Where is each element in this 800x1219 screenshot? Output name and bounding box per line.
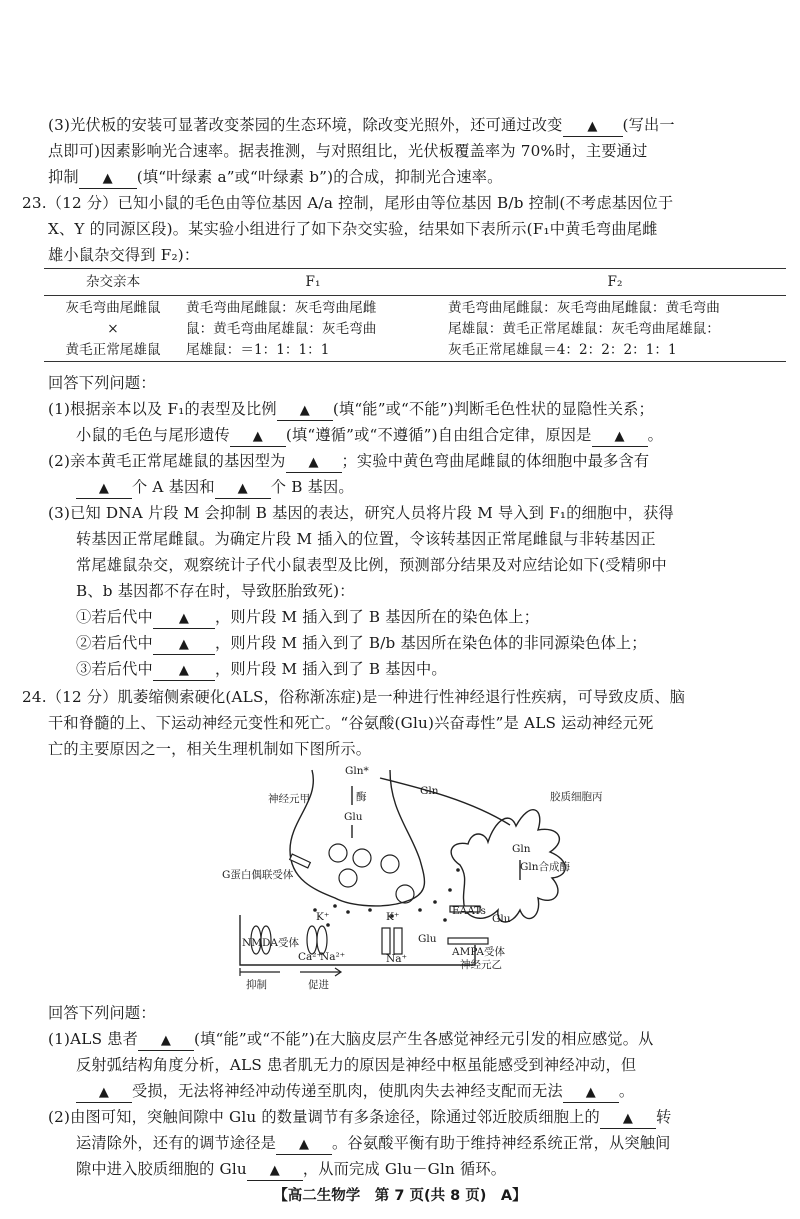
gln-synthase-label: Gln合成酶 xyxy=(520,861,571,873)
gln-label-2: Gln xyxy=(512,843,531,855)
q23-3-line3: 常尾雄鼠杂交，观察统计子代小鼠表型及比例，预测部分结果及对应结论如下(受精卵中 xyxy=(76,556,667,574)
vesicle xyxy=(381,855,399,873)
g-receptor-label: G蛋白偶联受体 xyxy=(222,869,294,881)
answer-blank[interactable]: ▲ xyxy=(153,634,215,655)
k-channel xyxy=(382,928,390,954)
q23-intro-line2: X、Y 的同源区段)。某实验小组进行了如下杂交实验，结果如下表所示(F₁中黄毛弯曲尾雌 xyxy=(48,220,658,238)
q23-2-line1: (2)亲本黄毛正常尾雄鼠的基因型为 ▲ ；实验中黄色弯曲尾雌鼠的体细胞中最多含有 xyxy=(48,448,649,474)
answer-blank[interactable]: ▲ xyxy=(286,452,342,473)
cell-parents: 灰毛弯曲尾雌鼠 × 黄毛正常尾雄鼠 xyxy=(44,296,182,362)
q23-3-line2: 转基因正常尾雌鼠。为确定片段 M 插入的位置，令该转基因正常尾雌鼠与非转基因正 xyxy=(76,530,656,548)
cross-table xyxy=(44,268,786,362)
answer-blank[interactable]: ▲ xyxy=(600,1108,656,1129)
neuron-a-label: 神经元甲 xyxy=(268,793,310,805)
q24-intro-line3: 亡的主要原因之一，相关生理机制如下图所示。 xyxy=(48,740,372,758)
gln-arrow xyxy=(380,778,510,825)
q22-3-line3: 抑制 ▲ (填“叶绿素 a”或“叶绿素 b”)的合成，抑制光合速率。 xyxy=(48,164,502,190)
table-row xyxy=(44,296,786,362)
q23-3-line1: (3)已知 DNA 片段 M 会抑制 B 基因的表达，研究人员将片段 M 导入到 F₁的细胞中，获得 xyxy=(48,504,674,522)
answer-blank[interactable]: ▲ xyxy=(563,116,623,137)
q23-3-line4: B、b 基因都不存在时，导致胚胎致死)： xyxy=(76,582,355,600)
synapse-diagram xyxy=(220,760,610,990)
enzyme-label: 酶 xyxy=(356,791,367,803)
answer-blank[interactable]: ▲ xyxy=(76,1082,132,1103)
ca-ion-label: Ca²⁺ xyxy=(298,951,323,963)
answer-heading-2: 回答下列问题： xyxy=(48,1004,156,1022)
header-f1: F₁ xyxy=(182,269,444,296)
glial-c-label: 胶质细胞丙 xyxy=(550,791,603,803)
glu-label-3: Glu xyxy=(418,933,437,945)
q22-3-line1: (3)光伏板的安装可显著改变茶园的生态环境，除改变光照外，还可通过改变 ▲ (写出一 xyxy=(48,112,675,138)
cell-f2: 黄毛弯曲尾雌鼠：灰毛弯曲尾雌鼠：黄毛弯曲 尾雄鼠：黄毛正常尾雄鼠：灰毛弯曲尾雄鼠： 灰毛正常尾雄鼠＝4：2：2：2：1：1 xyxy=(444,296,786,362)
answer-blank[interactable]: ▲ xyxy=(230,426,286,447)
q22-3-line2: 点即可)因素影响光合速率。据表推测，与对照组比，光伏板覆盖率为 70%时，主要通过 xyxy=(48,142,648,160)
q23-3-case2: ②若后代中 ▲ ，则片段 M 插入到了 B/b 基因所在染色体的非同源染色体上； xyxy=(76,630,647,656)
answer-blank[interactable]: ▲ xyxy=(79,168,137,189)
header-parents: 杂交亲本 xyxy=(44,269,182,296)
answer-blank[interactable]: ▲ xyxy=(215,478,271,499)
k-ion-label-2: K⁺ xyxy=(386,911,400,923)
glu-label-2: Glu xyxy=(492,913,511,925)
eaats-label: EAATs xyxy=(452,905,486,917)
table-header-row xyxy=(44,269,786,296)
q24-1-line2: 反射弧结构角度分析，ALS 患者肌无力的原因是神经中枢虽能感受到神经冲动，但 xyxy=(76,1056,637,1074)
answer-blank[interactable]: ▲ xyxy=(138,1030,194,1051)
q24-2-line2: 运清除外，还有的调节途径是 ▲ 。谷氨酸平衡有助于维持神经系统正常，从突触间 xyxy=(76,1130,671,1156)
vesicle xyxy=(329,844,347,862)
vesicle xyxy=(396,885,414,903)
page-footer: 【高二生物学 第 7 页(共 8 页) A】 xyxy=(273,1188,527,1204)
q23-intro-line3: 雄小鼠杂交得到 F₂)： xyxy=(48,246,200,264)
answer-blank[interactable]: ▲ xyxy=(153,660,215,681)
ion-channel xyxy=(307,926,317,954)
q23-3-case3: ③若后代中 ▲ ，则片段 M 插入到了 B 基因中。 xyxy=(76,656,447,682)
answer-blank[interactable]: ▲ xyxy=(76,478,132,499)
glu-label: Glu xyxy=(344,811,363,823)
q24-1-line1: (1)ALS 患者 ▲ (填“能”或“不能”)在大脑皮层产生各感觉神经元引发的相应感觉。从 xyxy=(48,1026,654,1052)
promote-label: 促进 xyxy=(308,979,329,990)
answer-blank[interactable]: ▲ xyxy=(276,1134,332,1155)
q23-3-case1: ①若后代中 ▲ ，则片段 M 插入到了 B 基因所在的染色体上； xyxy=(76,604,539,630)
answer-blank[interactable]: ▲ xyxy=(277,400,333,421)
answer-blank[interactable]: ▲ xyxy=(153,608,215,629)
q23-intro-line1: 23.（12 分）已知小鼠的毛色由等位基因 A/a 控制，尾形由等位基因 B/b 控制(不考虑基因位于 xyxy=(22,194,674,212)
q23-1-line1: (1)根据亲本以及 F₁的表型及比例 ▲ (填“能”或“不能”)判断毛色性状的显隐性关系； xyxy=(48,396,654,422)
answer-heading: 回答下列问题： xyxy=(48,374,156,392)
q24-2-line3: 隙中进入胶质细胞的 Glu ▲ ，从而完成 Glu－Gln 循环。 xyxy=(76,1156,506,1182)
q24-intro-line2: 干和脊髓的上、下运动神经元变性和死亡。“谷氨酸(Glu)兴奋毒性”是 ALS 运动神经元死 xyxy=(48,714,654,732)
q23-2-line2: ▲ 个 A 基因和 ▲ 个 B 基因。 xyxy=(76,474,354,500)
k-ion-label: K⁺ xyxy=(316,911,330,923)
vesicle xyxy=(353,849,371,867)
na-ion-label: Na²⁺ xyxy=(320,951,346,963)
ampa-receptor xyxy=(448,938,488,944)
q23-1-line2: 小鼠的毛色与尾形遗传 ▲ (填“遵循”或“不遵循”)自由组合定律，原因是 ▲ 。 xyxy=(76,422,663,448)
nmda-label: NMDA受体 xyxy=(242,937,299,949)
answer-blank[interactable]: ▲ xyxy=(247,1160,303,1181)
vesicle xyxy=(339,869,357,887)
q24-intro-line1: 24.（12 分）肌萎缩侧索硬化(ALS，俗称渐冻症)是一种进行性神经退行性疾病，可导致皮质、脑 xyxy=(22,688,686,706)
ampa-label: AMPA受体 xyxy=(452,946,506,958)
header-f2: F₂ xyxy=(444,269,786,296)
q24-1-line3: ▲ 受损，无法将神经冲动传递至肌肉，使肌肉失去神经支配而无法 ▲ 。 xyxy=(76,1078,634,1104)
cell-f1: 黄毛弯曲尾雌鼠：灰毛弯曲尾雌 鼠：黄毛弯曲尾雄鼠：灰毛弯曲 尾雄鼠：＝1：1：1：1 xyxy=(182,296,444,362)
answer-blank[interactable]: ▲ xyxy=(563,1082,619,1103)
neuron-b-label: 神经元乙 xyxy=(460,959,502,971)
gln-star-label: Gln* xyxy=(345,765,369,777)
gln-label: Gln xyxy=(420,785,439,797)
q24-2-line1: (2)由图可知，突触间隙中 Glu 的数量调节有多条途径，除通过邻近胶质细胞上的 ▲ 转 xyxy=(48,1104,671,1130)
inhibit-label: 抑制 xyxy=(246,979,267,990)
na-ion-label-2: Na⁺ xyxy=(386,953,407,965)
answer-blank[interactable]: ▲ xyxy=(592,426,648,447)
